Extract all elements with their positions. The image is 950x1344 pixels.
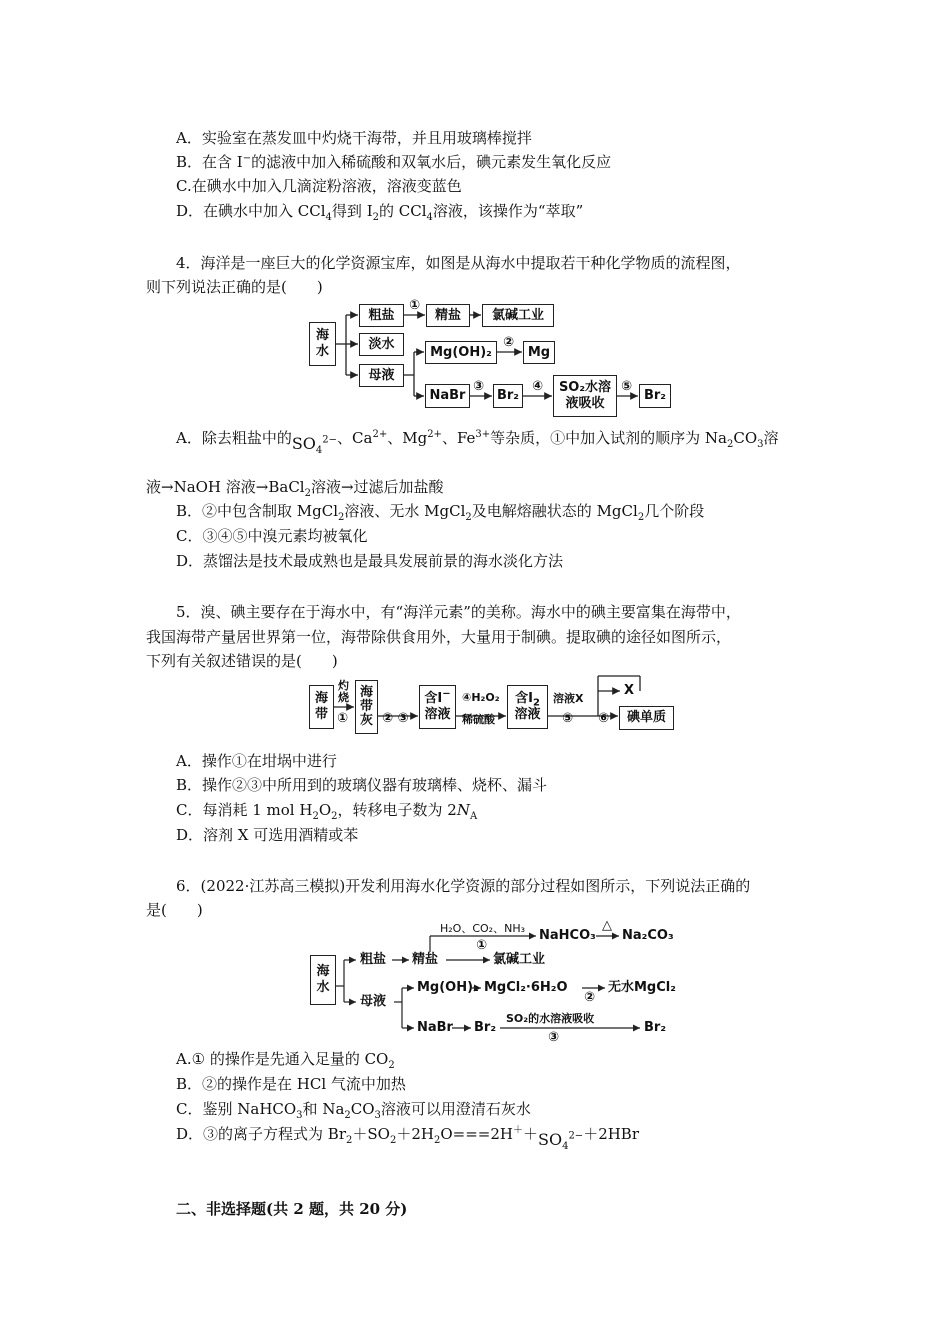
q5-x-label: X bbox=[624, 683, 635, 698]
q4-stem-line1: 4．海洋是一座巨大的化学资源宝库，如图是从海水中提取若干种化学物质的流程图， bbox=[176, 254, 741, 272]
q5-option-c: C．每消耗 1 mol $H_2O_2$，转移电子数为 $2N_A$ bbox=[176, 801, 478, 822]
q4-fresh-water-box: 淡水 bbox=[359, 333, 404, 356]
q6-mgcl2-hydrate: MgCl₂·6H₂O bbox=[484, 980, 568, 995]
q6-option-c: C．鉴别 NaHCO$_3$和 $Na_2CO_3$溶液可以用澄清石灰水 bbox=[176, 1100, 531, 1121]
q5-step1-label: ① bbox=[337, 711, 349, 726]
q6-crude-salt: 粗盐 bbox=[360, 952, 387, 967]
q6-br2-b: Br₂ bbox=[644, 1020, 667, 1035]
q5-step5-label: ⑤ bbox=[562, 711, 574, 726]
q5-step4-reagent: 稀硫酸 bbox=[462, 713, 495, 726]
q4-nabr-box: NaBr bbox=[425, 384, 470, 408]
section-2-heading: 二、非选择题(共 2 题，共 20 分) bbox=[176, 1200, 408, 1218]
q4-stem-line2: 则下列说法正确的是( ) bbox=[146, 278, 323, 296]
q6-stem-line2: 是( ) bbox=[146, 901, 203, 919]
q4-step4-label: ④ bbox=[532, 379, 544, 394]
q4-option-c: C．③④⑤中溴元素均被氧化 bbox=[176, 527, 368, 545]
q4-option-b: B．②中包含制取 MgCl$_2$溶液、无水 MgCl$_2$及电解熔融状态的 MgCl$_2$几个阶段 bbox=[176, 502, 705, 523]
q4-option-a: A．除去粗盐中的$SO_4^{2-}$、$Ca^{2+}$、$Mg^{2+}$、$Fe^{3+}$等杂质，①中加入试剂的顺序为 $Na_2CO_3$溶 bbox=[176, 429, 779, 457]
q5-iodine-solution-box: 含$I_2$ 溶液 bbox=[507, 685, 548, 729]
q6-chlor-alkali: 氯碱工业 bbox=[493, 952, 546, 967]
q5-step23-label: ② ③ bbox=[382, 711, 409, 726]
q3-option-b: B．在含 I−的滤液中加入稀硫酸和双氧水后，碘元素发生氧化反应 bbox=[176, 153, 612, 171]
q4-mg-box: Mg bbox=[523, 341, 555, 364]
q3-option-c: C.在碘水中加入几滴淀粉溶液，溶液变蓝色 bbox=[176, 177, 462, 195]
q6-heat-symbol: △ bbox=[602, 918, 612, 933]
q4-step3-label: ③ bbox=[473, 379, 485, 394]
q6-option-d: D．③的离子方程式为 $Br_2+SO_2+2H_2O===2H^++SO_4^{2-}+2HBr$ bbox=[176, 1125, 640, 1153]
q4-refined-salt-box: 精盐 bbox=[426, 304, 470, 327]
q6-step2-label: ② bbox=[584, 990, 596, 1005]
q6-nahco3: NaHCO₃ bbox=[539, 928, 596, 943]
q4-chlor-alkali-box: 氯碱工业 bbox=[482, 304, 554, 327]
q6-option-b: B．②的操作是在 HCl 气流中加热 bbox=[176, 1075, 406, 1093]
q4-br2-box-b: Br₂ bbox=[639, 384, 671, 408]
q6-nabr: NaBr bbox=[417, 1020, 453, 1035]
q6-mgoh2: Mg(OH)₂ bbox=[417, 980, 479, 995]
q4-br2-box-a: Br₂ bbox=[493, 384, 523, 408]
q5-stem-line1: 5．溴、碘主要存在于海水中，有“海洋元素”的美称。海水中的碘主要富集在海带中， bbox=[176, 603, 741, 621]
q5-option-b: B．操作②③中所用到的玻璃仪器有玻璃棒、烧杯、漏斗 bbox=[176, 776, 548, 794]
q5-step6-label: ⑥ bbox=[598, 711, 610, 726]
q5-stem-line2: 我国海带产量居世界第一位，海带除供食用外，大量用于制碘。提取碘的途径如图所示， bbox=[146, 628, 732, 646]
q5-option-d: D．溶剂 X 可选用酒精或苯 bbox=[176, 826, 359, 844]
q6-option-a: A.① 的操作是先通入足量的 $CO_2$ bbox=[176, 1050, 395, 1071]
q6-br2-a: Br₂ bbox=[474, 1020, 497, 1035]
q4-so2-absorb-box: SO₂水溶 液吸收 bbox=[553, 375, 617, 417]
q5-iodine-box: 碘单质 bbox=[619, 706, 674, 730]
q5-burn-label: 灼 烧 bbox=[338, 679, 349, 704]
q6-seawater-box: 海 水 bbox=[310, 955, 336, 1005]
q4-step2-label: ② bbox=[503, 335, 515, 350]
q5-option-a: A．操作①在坩埚中进行 bbox=[176, 752, 337, 770]
q5-iodide-solution-box: 含I− 溶液 bbox=[419, 685, 456, 729]
q5-solvent-x-label: 溶液X bbox=[553, 692, 584, 705]
q5-ash-box: 海 带 灰 bbox=[355, 680, 378, 734]
q3-option-d: D．在碘水中加入 CCl$_4$得到 $I_2$的 CCl$_4$溶液，该操作为“萃取” bbox=[176, 202, 584, 223]
q3-option-a: A．实验室在蒸发皿中灼烧干海带，并且用玻璃棒搅拌 bbox=[176, 129, 532, 147]
q6-step3-label: ③ bbox=[548, 1030, 560, 1045]
q4-step5-label: ⑤ bbox=[621, 379, 633, 394]
q4-mother-liquor-box: 母液 bbox=[359, 364, 404, 387]
q6-step1-label: ① bbox=[476, 938, 488, 953]
q6-stem-line1: 6．(2022·江苏高三模拟)开发利用海水化学资源的部分过程如图所示，下列说法正确的 bbox=[176, 877, 751, 895]
q4-mgoh2-box: Mg(OH)₂ bbox=[425, 341, 497, 364]
q5-step4-label: ④H₂O₂ bbox=[462, 691, 500, 704]
q6-na2co3: Na₂CO₃ bbox=[622, 928, 674, 943]
q4-step1-label: ① bbox=[409, 298, 421, 313]
q4-crude-salt-box: 粗盐 bbox=[359, 304, 404, 327]
q6-anhydrous-mgcl2: 无水MgCl₂ bbox=[608, 980, 676, 995]
q6-so2-absorb-label: SO₂的水溶液吸收 bbox=[506, 1012, 595, 1025]
q6-mother-liquor: 母液 bbox=[360, 994, 387, 1009]
q4-seawater-box: 海 水 bbox=[309, 322, 336, 366]
q6-refined-salt: 精盐 bbox=[412, 952, 439, 967]
q4-option-d: D．蒸馏法是技术最成熟也是最具发展前景的海水淡化方法 bbox=[176, 552, 564, 570]
q5-kelp-box: 海 带 bbox=[309, 685, 334, 729]
q6-reagents-label: H₂O、CO₂、NH₃ bbox=[440, 922, 525, 935]
q4-option-a-cont: 液→NaOH 溶液→BaCl$_2$溶液→过滤后加盐酸 bbox=[146, 478, 444, 499]
q5-stem-line3: 下列有关叙述错误的是( ) bbox=[146, 652, 338, 670]
